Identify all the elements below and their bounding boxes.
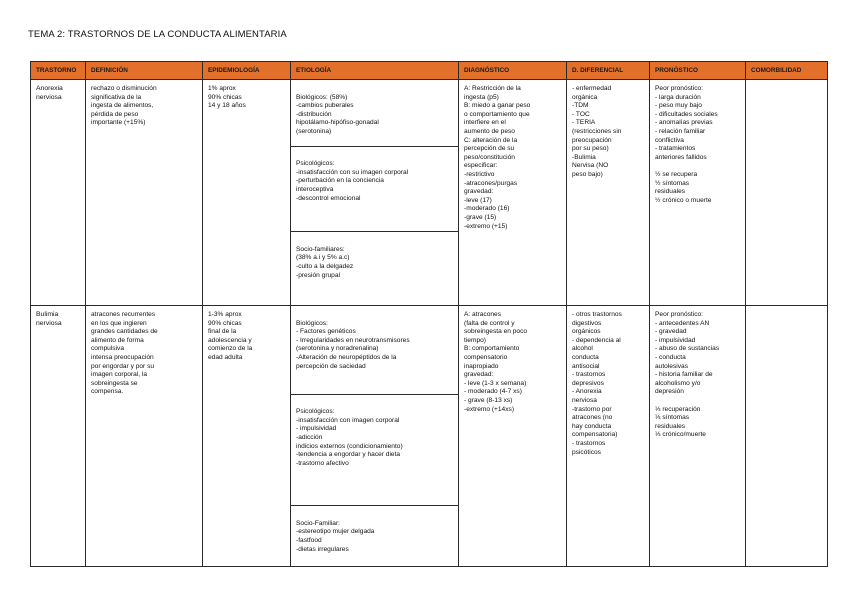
document-title: TEMA 2: TRASTORNOS DE LA CONDUCTA ALIMENTARIA [28,29,287,40]
cell-pronostico: Peor pronóstico: - larga duración - peso muy bajo - dificultades sociales - anomalías previas - relación familiar conflictiva - tratamientos anteriores fallidos ½ se recupera ½ síntomas residuales ½ crónico o muerte [650,80,746,306]
etiologia-biologicos: Biológicos: - Factores genéticos - Irregularidades en neurotransmisores (serotonina y noradrenalina) -Alteración de neuropéptidos de la percepción de saciedad [291,315,458,395]
cell-epidemiologia: 1% aprox 90% chicas 14 y 18 años [203,80,291,306]
cell-diagnostico: A: atracones (falta de control y sobreingesta en poco tiempo) B: comportamiento compensatorio inapropiado gravedad: - leve (1-3 x semana) - moderado (4-7 xs) - grave (8-13 xs) -extremo (+14xs) [459,306,567,567]
cell-trastorno: Bulimia nerviosa [31,306,86,567]
cell-diferencial: - otros trastornos digestivos orgánicos - dependencia al alcohol conducta antisocial - trastornos depresivos - Anorexia nerviosa -trastorno por atracones (no hay conducta compensatoria) - trastornos psicóticos [567,306,650,567]
cell-epidemiologia: 1-3% aprox 90% chicas final de la adolescencia y comienzo de la edad adulta [203,306,291,567]
etiologia-socio: Socio-familiares: (38% a.i y 5% a.c) -culto a la delgadez -presión grupal [296,245,354,279]
etiologia-psicologicos: Psicológicos: -insatisfacción con imagen corporal - impulsividad -adicción indicios externos (condicionamiento) -tendencia a engordar y hacer dieta -trastorno afectivo [291,403,458,506]
cell-comorbilidad [746,306,828,567]
cell-comorbilidad [746,80,828,306]
etiologia-socio: Socio-Familiar: -estereotipo mujer delgada -fastfood -dietas irregulares [296,519,375,553]
etiologia-biologicos: Biológicos: (58%) -cambios puberales -distribución hipotálamo-hipófiso-gonadal (serotonina) [291,89,458,147]
disorders-table [30,61,828,567]
cell-etiologia [291,306,459,567]
cell-pronostico: Peor pronóstico: - antecedentes AN - gravedad - impulsividad - abuso de sustancias - conducta autolesivas - historia familiar de alcoholismo y/o depresión ⅓ recuperación ⅓ síntomas residuales ⅓ crónico/muerte [650,306,746,567]
header-epidemiologia: EPIDEMIOLOGÍA [203,62,291,80]
table-row-bulimia [31,306,828,567]
cell-definicion: rechazo o disminución significativa de la ingesta de alimentos, pérdida de peso importante (+15%) [86,80,203,306]
header-etiologia: ETIOLOGÍA [291,62,459,80]
table-row-anorexia [31,80,828,306]
header-diagnostico: DIAGNÓSTICO [459,62,567,80]
header-diferencial: D. DIFERENCIAL [567,62,650,80]
cell-trastorno: Anorexia nerviosa [31,80,86,306]
header-pronostico: PRONÓSTICO [650,62,746,80]
header-trastorno: TRASTORNO [31,62,86,80]
cell-etiologia [291,80,459,306]
etiologia-psicologicos: Psicológicos: -insatisfacción con su imagen corporal -perturbación en la conciencia interoceptiva -descontrol emocional [291,155,458,232]
header-comorbilidad: COMORBILIDAD [746,62,828,80]
cell-diagnostico: A: Restricción de la ingesta (p5) B: miedo a ganar peso o comportamiento que interfiere en el aumento de peso C: alteración de la percepción de su peso/constitución especificar: -restrictivo -atracones/purgas gravedad: -leve (17) -moderado (16) -grave (15) -extremo (+15) [459,80,567,306]
cell-definicion: atracones recurrentes en los que ingieren grandes cantidades de alimento de forma compulsiva intensa preocupación por engordar y por su imagen corporal, la sobreingesta se compensa. [86,306,203,567]
cell-diferencial: - enfermedad orgánica -TDM - TOC - TERIA (restricciones sin preocupación por su peso) -Bulimia Nervisa (NO peso bajo) [567,80,650,306]
table-header-row [31,62,828,80]
header-definicion: DEFINICIÓN [86,62,203,80]
